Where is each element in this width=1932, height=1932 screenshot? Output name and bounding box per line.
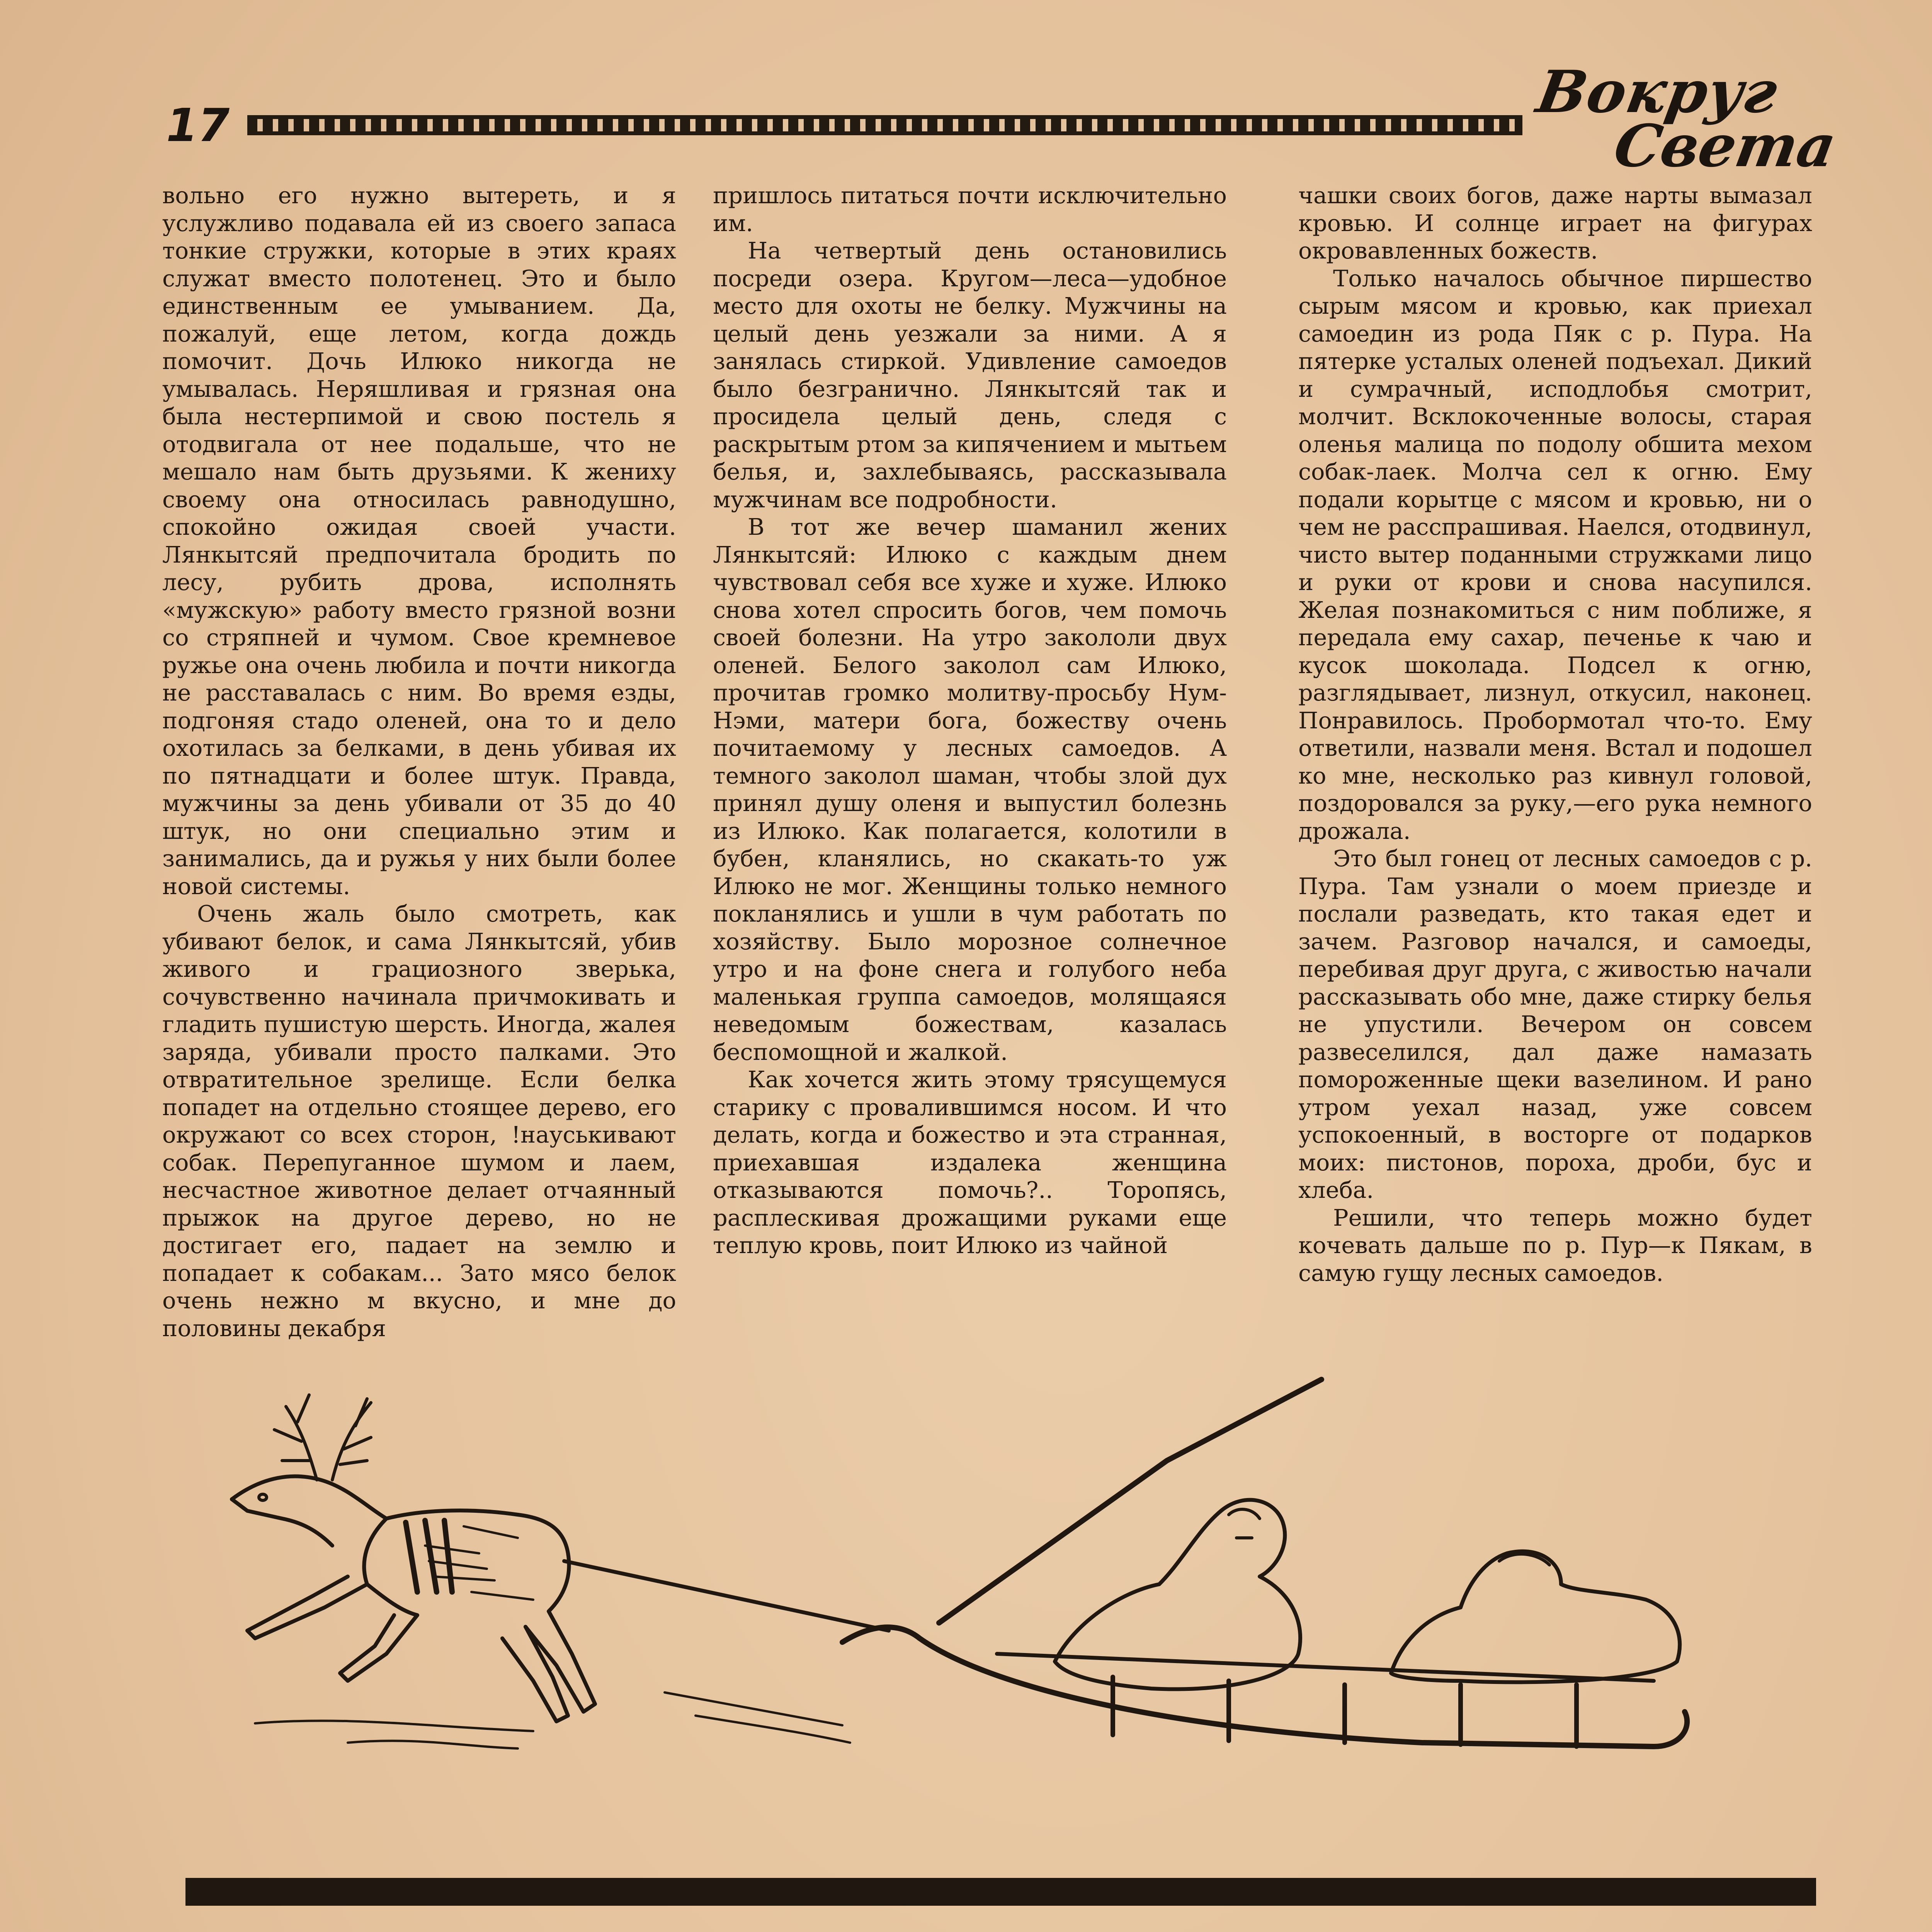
paragraph: Очень жаль было смотреть, как убивают белок, и сама Лянкытсяй, убив живого и грациозного зверька, сочувственно начинала причмокивать и гладить пушистую шерсть. Иногда, жалея заряда, убивали просто палками. Это отвратительное зрелище. Если белка попадет на отдельно стоящее дерево, его окружают со всех сторон, !науськивают собак. Перепуганное шумом и лаем, несчастное животное делает отчаянный прыжок на другое дерево, но не достигает его, падает на землю и попадает к собакам... Зато мясо белок очень нежно м вкусно, и мне до половины декабря <box>162 900 676 1342</box>
logo-line-2: Света <box>1609 112 1841 180</box>
logo-line-1: Вокруг <box>1532 58 1783 126</box>
article-column-3 <box>1298 182 1812 1286</box>
paragraph: Как хочется жить этому трясущемуся старику с провалившимся носом. И что делать, когда и божество и эта странная, приехавшая издалека женщина отказываются помочь?.. Торопясь, расплескивая дрожащими руками еще теплую кровь, поит Илюко из чайной <box>713 1066 1227 1259</box>
paragraph: В тот же вечер шаманил жених Лянкытсяй: Илюко с каждым днем чувствовал себя все хуже и хуже. Илюко снова хотел спросить богов, чем помочь своей болезни. На утро закололи двух оленей. Белого заколол сам Илюко, прочитав громко молитву-просьбу Нум-Нэми, матери бога, божеству очень почитаемому у лесных самоедов. А темного заколол шаман, чтобы злой дух принял душу оленя и выпустил болезнь из Илюко. Как полагается, колотили в бубен, кланялись, но скакать-то уж Илюко не мог. Женщины только немного покланялись и ушли в чум работать по хозяйству. Было морозное солнечное утро и на фоне снега и голубого неба маленькая группа самоедов, молящаяся неведомым божествам, казалась беспомощной и жалкой. <box>713 514 1227 1065</box>
sled <box>842 1627 1687 1747</box>
reindeer <box>232 1395 595 1721</box>
article-columns <box>162 182 1812 1342</box>
page-header <box>0 0 1932 180</box>
article-column-1 <box>162 182 676 1342</box>
header-rule <box>247 115 1522 135</box>
ground-bar <box>185 1878 1816 1906</box>
snow-strokes <box>255 1692 850 1748</box>
illustration-svg <box>185 1345 1816 1909</box>
paragraph: вольно его нужно вытереть, и я услужливо подавала ей из своего запаса тонкие стружки, которые в этих краях служат вместо полотенец. Это и было единственным ее умыванием. Да, пожалуй, еще летом, когда дождь помочит. Дочь Илюко никогда не умывалась. Неряшливая и грязная она была нестерпимой и свою постель я отодвигала от нее подальше, что не мешало нам быть друзьями. К жениху своему она относилась равнодушно, спокойно ожидая своей участи. Лянкытсяй предпочитала бродить по лесу, рубить дрова, исполнять «мужскую» работу вместо грязной возни со стряпней и чумом. Свое кремневое ружье она очень любила и почти никогда не расставалась с ним. Во время езды, подгоняя стадо оленей, она то и дело охотилась за белками, в день убивая их по пятнадцати и более штук. Правда, мужчины за день убивали от 35 до 40 штук, но они специально этим и занимались, да и ружья у них были более новой системы. <box>162 182 676 900</box>
magazine-logo <box>1530 58 1841 182</box>
paragraph: пришлось питаться почти исключительно им. <box>713 182 1227 236</box>
reindeer-sled-illustration <box>185 1345 1816 1909</box>
article-column-2 <box>713 182 1227 1283</box>
paragraph: Только началось обычное пиршество сырым мясом и кровью, как приехал самоедин из рода Пяк с р. Пура. На пятерке усталых оленей подъехал. Дикий и сумрачный, исподлобья смотрит, молчит. Всклокоченные волосы, старая оленья малица по подолу обшита мехом собак-лаек. Молча сел к огню. Ему подали корытце с мясом и кровью, ни о чем не расспрашивая. Наелся, отодвинул, чисто вытер поданными стружками лицо и руки от крови и снова насупился. Желая познакомиться с ним поближе, я передала ему сахар, печенье к чаю и кусок шоколада. Подсел к огню, разглядывает, лизнул, откусил, наконец. Понравилось. Пробормотал что-то. Ему ответили, назвали меня. Встал и подошел ко мне, несколько раз кивнул головой, поздоровался за руку,—его рука немного дрожала. <box>1298 265 1812 844</box>
passengers <box>939 1379 1680 1689</box>
page-number: 17 <box>166 99 230 152</box>
paragraph: Это был гонец от лесных самоедов с р. Пура. Там узнали о моем приезде и послали разведать, кто такая едет и зачем. Разговор начался, и самоеды, перебивая друг друга, с живостью начали рассказывать обо мне, даже стирку белья не упустили. Вечером он совсем развеселился, дал даже намазать помороженные щеки вазелином. И рано утром уехал назад, уже совсем успокоенный, в восторге от подарков моих: пистонов, пороха, дроби, бус и хлеба. <box>1298 845 1812 1203</box>
paragraph: На четвертый день остановились посреди озера. Кругом—леса—удобное место для охоты не белку. Мужчины на целый день уезжали за ними. А я занялась стиркой. Удивление самоедов было безгранично. Лянкытсяй так и просидела целый день, следя с раскрытым ртом за кипячением и мытьем белья, и, захлебываясь, рассказывала мужчинам все подробности. <box>713 237 1227 513</box>
paragraph: Решили, что теперь можно будет кочевать дальше по р. Пур—к Пякам, в самую гущу лесных самоедов. <box>1298 1204 1812 1286</box>
paragraph: чашки своих богов, даже нарты вымазал кровью. И солнце играет на фигурах окровавленных божеств. <box>1298 182 1812 264</box>
harness-trace <box>564 1561 889 1631</box>
